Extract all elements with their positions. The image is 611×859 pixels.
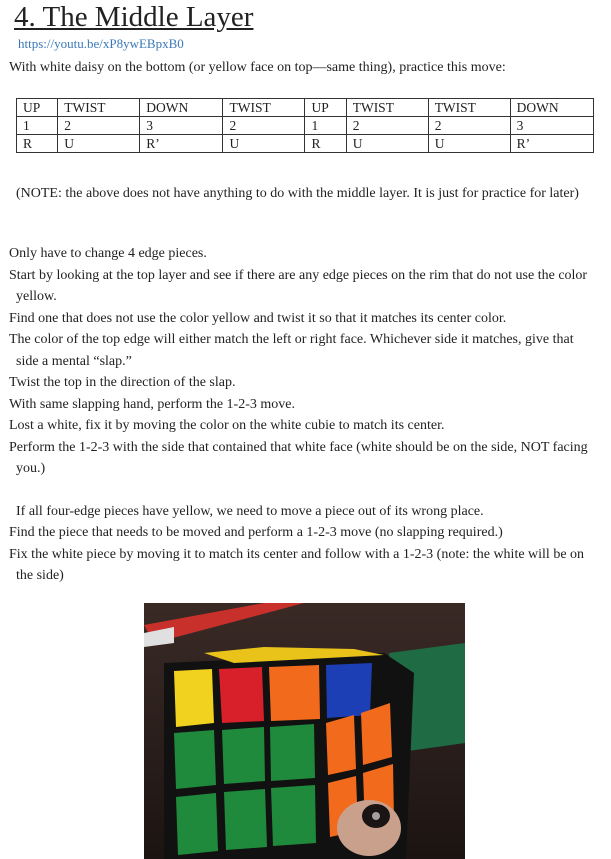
- step-text: Fix the white piece by moving it to match its center and follow with a 1-2-3 (note: the white will be on the side): [9, 546, 585, 583]
- move-table-row: [17, 135, 594, 153]
- move-table-cell: U: [346, 135, 428, 153]
- move-table-cell: U: [428, 135, 510, 153]
- practice-note: (NOTE: the above does not have anything to do with the middle layer. It is just for practice for later): [16, 186, 579, 201]
- move-table-cell: U: [223, 135, 305, 153]
- move-table-cell: 1: [17, 117, 58, 135]
- move-table-cell: 2: [58, 117, 140, 135]
- move-table-cell: TWIST: [428, 99, 510, 117]
- move-table-cell: R: [17, 135, 58, 153]
- step-text: If all four-edge pieces have yellow, we need to move a piece out of its wrong place.: [16, 503, 484, 519]
- move-table-cell: 3: [510, 117, 593, 135]
- move-table-cell: TWIST: [58, 99, 140, 117]
- step-text: Find one that does not use the color yellow and twist it so that it matches its center color.: [9, 310, 507, 326]
- move-table-cell: TWIST: [223, 99, 305, 117]
- move-table-cell: DOWN: [510, 99, 593, 117]
- move-table-cell: 1: [305, 117, 346, 135]
- move-table-cell: UP: [17, 99, 58, 117]
- move-table-row: [17, 117, 594, 135]
- move-table-cell: UP: [305, 99, 346, 117]
- cube-image: [144, 603, 465, 859]
- video-link[interactable]: https://youtu.be/xP8ywEBpxB0: [18, 36, 184, 51]
- step-text: The color of the top edge will either match the left or right face. Whichever side it matches, give that side a mental “slap.”: [9, 332, 574, 369]
- move-table: [16, 98, 594, 153]
- step-text: Perform the 1-2-3 with the side that contained that white face (white should be on the side, NOT facing you.): [9, 439, 588, 476]
- move-table-cell: R: [305, 135, 346, 153]
- move-table-cell: 3: [140, 117, 223, 135]
- step-text: Find the piece that needs to be moved and perform a 1-2-3 move (no slapping required.): [9, 525, 503, 540]
- step-text: Lost a white, fix it by moving the color on the white cubie to match its center.: [9, 418, 445, 433]
- step-text: Start by looking at the top layer and see if there are any edge pieces on the rim that do not use the color yellow.: [9, 267, 588, 304]
- move-table-cell: 2: [223, 117, 305, 135]
- move-table-row: [17, 99, 594, 117]
- move-table-cell: 2: [428, 117, 510, 135]
- step-text: With same slapping hand, perform the 1-2-3 move.: [9, 396, 295, 412]
- move-table-cell: U: [58, 135, 140, 153]
- intro-text: With white daisy on the bottom (or yellow face on top—same thing), practice this move:: [9, 60, 506, 75]
- step-text: Twist the top in the direction of the slap.: [9, 375, 236, 390]
- move-table-cell: DOWN: [140, 99, 223, 117]
- move-table-cell: 2: [346, 117, 428, 135]
- move-table-cell: R’: [510, 135, 593, 153]
- move-table-cell: R’: [140, 135, 223, 153]
- step-text: Only have to change 4 edge pieces.: [9, 246, 207, 261]
- instruction-steps: [9, 243, 599, 587]
- rubiks-cube-photo: [144, 603, 465, 859]
- page-title: 4. The Middle Layer: [14, 1, 254, 33]
- move-table-cell: TWIST: [346, 99, 428, 117]
